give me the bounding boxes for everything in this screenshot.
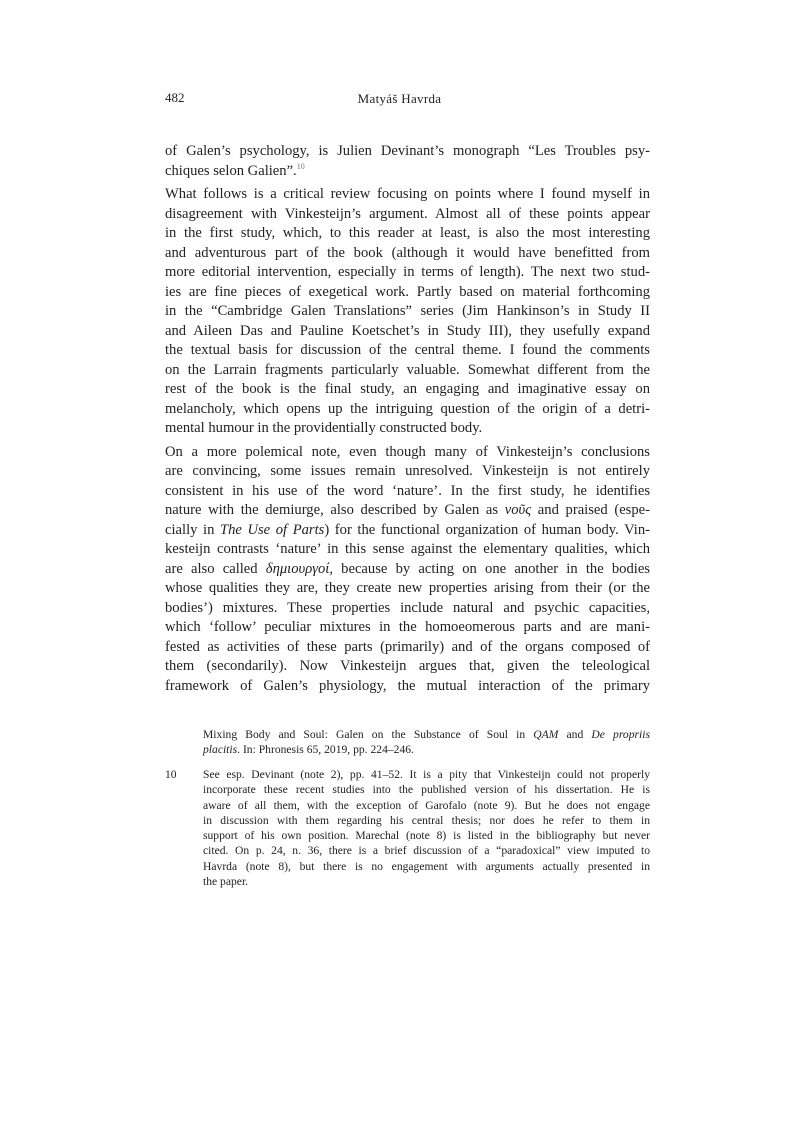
- text-segment: incorporate these recent studies into the published version of his dissertation. He is: [203, 783, 650, 797]
- text-line: [165, 638, 650, 658]
- text-segment: in discussion with them regarding his central thesis; nor does he refer to them in: [203, 813, 650, 827]
- text-segment: and: [558, 728, 592, 741]
- text-line: [165, 482, 650, 502]
- text-segment: which ‘follow’ peculiar mixtures in the homoeomerous parts and are mani-: [165, 619, 650, 635]
- text-segment: aware of all them, with the exception of Garofalo (note 9). But he does not engage: [203, 798, 650, 812]
- footnote-reference[interactable]: 10: [296, 161, 305, 171]
- text-line: [165, 501, 650, 521]
- text-segment: are also called: [165, 560, 266, 577]
- text-line: [165, 263, 650, 283]
- text-line: [203, 767, 650, 782]
- page-number: 482: [165, 90, 185, 105]
- text-segment: chiques selon Galien”.: [165, 162, 297, 179]
- text-segment: on the Larrain fragments particularly valuable. Somewhat different from the: [165, 361, 650, 378]
- footnote-text: [203, 767, 650, 889]
- italic-text: placitis: [203, 743, 238, 757]
- paragraph: [165, 142, 650, 181]
- text-segment: disagreement with Vinkesteijn’s argument. Almost all of these points appear: [165, 205, 650, 222]
- text-segment: and Aileen Das and Pauline Koetschet’s in Study III), they usefully expand: [165, 322, 650, 339]
- footnote-text: [203, 727, 650, 758]
- text-line: [165, 361, 650, 381]
- text-line: [203, 798, 650, 813]
- text-line: [165, 540, 650, 560]
- text-line: [165, 341, 650, 361]
- text-line: [203, 782, 650, 797]
- text-segment: in the first study, which, to this reader at least, is also the most interesting: [165, 225, 650, 241]
- text-line: [203, 828, 650, 843]
- text-line: [165, 462, 650, 482]
- text-segment: fested as activities of these parts (primarily) and of the organs composed of: [165, 638, 650, 655]
- paragraph: [165, 185, 650, 439]
- text-segment: are convincing, some issues remain unresolved. Vinkesteijn is not entirely: [165, 463, 650, 479]
- text-line: [165, 302, 650, 322]
- text-line: [165, 419, 650, 439]
- text-segment: and praised (espe-: [531, 502, 650, 518]
- italic-text: δημιουργοί: [265, 560, 330, 577]
- text-line: [165, 657, 650, 677]
- text-line: [165, 618, 650, 638]
- text-segment: and adventurous part of the book (although it would have benefitted from: [165, 244, 650, 261]
- text-line: [165, 244, 650, 264]
- text-segment: more editorial intervention, especially in terms of length). The next two stud-: [165, 264, 650, 280]
- text-line: [203, 874, 650, 889]
- text-segment: the textual basis for discussion of the central theme. I found the comments: [165, 342, 650, 358]
- text-segment: framework of Galen’s physiology, the mutual interaction of the primary: [165, 677, 650, 694]
- text-segment: , because by acting on one another in the bodies: [329, 560, 650, 577]
- paragraph: [165, 443, 650, 697]
- text-segment: them (secondarily). Now Vinkesteijn argues that, given the teleological: [165, 658, 650, 674]
- text-line: [165, 322, 650, 342]
- text-line: [165, 224, 650, 244]
- italic-text: νοῦς: [504, 502, 532, 518]
- text-segment: cially in: [165, 521, 220, 538]
- text-line: [165, 560, 650, 580]
- text-segment: On a more polemical note, even though many of Vinkesteijn’s conclusions: [165, 443, 650, 460]
- text-line: [203, 742, 650, 757]
- text-line: [165, 677, 650, 697]
- text-segment: ies are fine pieces of exegetical work. Partly based on material forthcoming: [165, 283, 650, 300]
- text-line: [165, 283, 650, 303]
- text-segment: See esp. Devinant (note 2), pp. 41–52. It is a pity that Vinkesteijn could not properly: [203, 768, 650, 781]
- text-line: [165, 162, 650, 182]
- italic-text: The Use of Parts: [219, 521, 325, 538]
- text-line: [203, 859, 650, 874]
- text-segment: ) for the functional organization of human body. Vin-: [324, 521, 651, 538]
- text-segment: whose qualities they are, they create new properties arising from their (or the: [165, 580, 650, 596]
- text-line: [165, 205, 650, 225]
- text-line: [165, 521, 650, 541]
- text-segment: melancholy, which opens up the intriguing question of the origin of a detri-: [165, 400, 650, 417]
- text-segment: in the “Cambridge Galen Translations” series (Jim Hankinson’s in Study II: [165, 303, 650, 319]
- text-segment: the paper.: [203, 875, 249, 889]
- text-segment: nature with the demiurge, also described by Galen as: [165, 502, 505, 518]
- text-segment: Mixing Body and Soul: Galen on the Substance of Soul in: [203, 728, 534, 741]
- text-segment: Havrda (note 8), but there is no engagement with arguments actually presented in: [203, 859, 650, 873]
- text-line: [203, 843, 650, 858]
- text-segment: bodies’) mixtures. These properties include natural and psychic capacities,: [165, 599, 650, 616]
- text-segment: rest of the book is the final study, an engaging and imaginative essay on: [165, 381, 650, 397]
- text-segment: of Galen’s psychology, is Julien Devinant’s monograph “Les Troubles psy-: [165, 143, 650, 159]
- text-segment: support of his own position. Marechal (note 8) is listed in the bibliography but never: [203, 829, 650, 843]
- text-segment: cited. On p. 24, n. 36, there is a brief discussion of a “paradoxical” view imputed to: [203, 844, 650, 858]
- running-head: Matyáš Havrda: [357, 91, 442, 106]
- italic-text: QAM: [533, 728, 559, 741]
- text-line: [203, 813, 650, 828]
- text-line: [165, 599, 650, 619]
- text-segment: mental humour in the providentially constructed body.: [165, 420, 483, 436]
- text-line: [203, 727, 650, 742]
- text-segment: What follows is a critical review focusing on points where I found myself in: [165, 186, 650, 202]
- text-line: [165, 400, 650, 420]
- footnote-10: [165, 767, 650, 889]
- text-segment: consistent in his use of the word ‘nature’. In the first study, he identifies: [165, 482, 650, 499]
- italic-text: De propriis: [591, 728, 650, 741]
- text-segment: . In: Phronesis 65, 2019, pp. 224–246.: [237, 743, 414, 757]
- body-text: [165, 142, 650, 700]
- text-segment: kesteijn contrasts ‘nature’ in this sense against the elementary qualities, which: [165, 541, 650, 557]
- text-line: [165, 380, 650, 400]
- footnote-number: 10: [165, 768, 177, 781]
- footnote-continued: [165, 727, 650, 758]
- text-line: [165, 142, 650, 162]
- text-line: [165, 579, 650, 599]
- text-line: [165, 443, 650, 463]
- text-line: [165, 185, 650, 205]
